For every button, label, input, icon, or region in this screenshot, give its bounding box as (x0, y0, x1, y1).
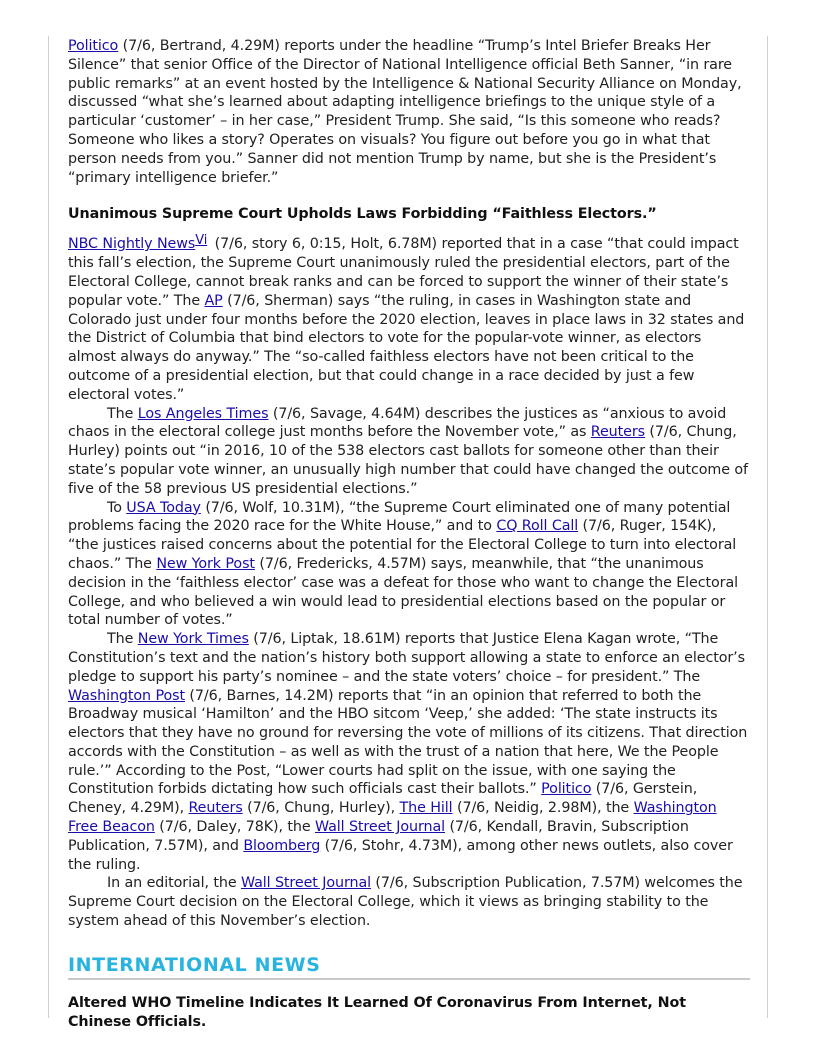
paragraph-nyt (68, 630, 750, 874)
paragraph-text: The (107, 405, 138, 422)
link-politico[interactable]: Politico (68, 38, 119, 54)
paragraph-la-times (68, 405, 750, 499)
link-ap[interactable]: AP (204, 292, 223, 309)
video-indicator-link[interactable]: Vi (195, 233, 208, 249)
paragraph-text: To (107, 499, 127, 516)
paragraph-text: (7/6, Chung, Hurley) points out “in 2016, 10 of the 538 electors cast ballots for someone other than their state’s popular vote winner, an unusually high number that could have changed the outcome of five of the 58 previous US presidential elections.” (68, 424, 748, 497)
right-margin-rule (767, 36, 768, 1018)
link-washington-free-beacon[interactable]: Washington Free Beacon (68, 800, 717, 836)
paragraph-text: (7/6, Neidig, 2.98M), the (452, 800, 634, 817)
link-washington-post[interactable]: Washington Post (68, 687, 185, 704)
paragraph-wsj-editorial (68, 874, 750, 930)
link-reuters[interactable]: Reuters (590, 424, 645, 441)
link-nbc-nightly-news[interactable]: NBC Nightly News (68, 236, 196, 253)
link-wall-street-journal[interactable]: Wall Street Journal (314, 819, 445, 836)
paragraph-politico-briefer (68, 37, 750, 187)
link-wall-street-journal-2[interactable]: Wall Street Journal (240, 875, 371, 892)
paragraph-text: (7/6, story 6, 0:15, Holt, 6.78M) reported that in a case “that could impact this fall’s election, the Supreme Court unanimously ruled the presidential electors, part of the Electoral College, cannot break ranks and can be forced to support the winner of their state’s popular vote.” The (68, 236, 739, 309)
paragraph-text: (7/6, Ruger, 154K), “the justices raised concerns about the potential for the Electoral College to turn into electoral chaos.” The (68, 518, 737, 572)
section-title-international-news: INTERNATIONAL NEWS (68, 953, 750, 980)
link-bloomberg[interactable]: Bloomberg (243, 837, 321, 854)
paragraph-text: (7/6, Sherman) says “the ruling, in cases in Washington state and Colorado just under four months before the 2020 election, leaves in place laws in 32 states and the District of Columbia that bind electors to vote for the popular-vote winner, as electors almost always do anyway.” The “so-called faithless electors have not been critical to the outcome of a presidential election, but that could change in a race decided by just a few electoral votes.” (68, 292, 745, 403)
link-los-angeles-times[interactable]: Los Angeles Times (137, 405, 269, 422)
paragraph-text: (7/6, Stohr, 4.73M), among other news outlets, also cover the ruling. (68, 837, 733, 873)
paragraph-text: (7/6, Wolf, 10.31M), “the Supreme Court eliminated one of many potential problems facing the 2020 race for the White House,” and to (68, 499, 731, 535)
paragraph-text: (7/6, Fredericks, 4.57M) says, meanwhile, that “the unanimous decision in the ‘faithless elector’ case was a defeat for those who want to change the Electoral College, and who believed a win would lead to presidential elections based on the popular or total number of votes.” (68, 555, 738, 629)
headline-who-timeline: Altered WHO Timeline Indicates It Learned Of Coronavirus From Internet, Not Chinese Officials. (68, 994, 686, 1030)
paragraph-text: (7/6, Liptak, 18.61M) reports that Justice Elena Kagan wrote, “The Constitution’s text and the nation’s history both support allowing a state to enforce an elector’s pledge to support his party’s nominee – and the state voters’ choice – for president.” The (68, 631, 745, 685)
paragraph-usa-today (68, 499, 750, 631)
paragraph-text: (7/6, Gerstein, Cheney, 4.29M), (68, 781, 698, 817)
paragraph-text: (7/6, Subscription Publication, 7.57M) welcomes the Supreme Court decision on the Electoral College, which it views as bringing stability to the system ahead of this November’s election. (68, 875, 743, 930)
link-politico-2[interactable]: Politico (541, 781, 592, 798)
paragraph-text: (7/6, Bertrand, 4.29M) reports under the headline “Trump’s Intel Briefer Breaks Her Silence” that senior Office of the Director of National Intelligence official Beth Sanner, “in rare public remarks” at an event hosted by the Intelligence & National Security Alliance on Monday, discussed “what she’s learned about adapting intelligence briefings to the unique style of a particular ‘customer’ – in her case,” President Trump. She said, “Is this someone who reads? Someone who likes a story? Operates on visuals? You figure out before you go in what that person needs from you.” Sanner did not mention Trump by name, but she is the President’s “primary intelligence briefer.” (68, 38, 742, 186)
document-body (68, 37, 750, 1032)
paragraph-text: In an editorial, the (107, 875, 241, 892)
paragraph-text: (7/6, Kendall, Bravin, Subscription Publication, 7.57M), and (68, 819, 689, 854)
paragraph-text: (7/6, Savage, 4.64M) describes the justices as “anxious to avoid chaos in the electoral college just months before the November vote,” as (68, 405, 727, 441)
paragraph-text: (7/6, Daley, 78K), the (154, 819, 315, 836)
link-the-hill[interactable]: The Hill (399, 800, 453, 817)
paragraph-text: (7/6, Barnes, 14.2M) reports that “in an opinion that referred to both the Broadway musical ‘Hamilton’ and the HBO sitcom ‘Veep,’ she added: ‘The state instructs its electors that they have no ground for reversing the vote of millions of its citizens. That direction accords with the Constitution – as well as with the trust of a nation that here, We the People rule.’” According to the Post, “Lower courts had split on the issue, with one saying the Constitution forbids dictating how such officials cast their ballots.” (68, 687, 748, 798)
link-new-york-post[interactable]: New York Post (156, 555, 255, 572)
headline-faithless-electors: Unanimous Supreme Court Upholds Laws Forbidding “Faithless Electors.” (68, 206, 657, 223)
paragraph-text: (7/6, Chung, Hurley), (242, 800, 400, 817)
left-margin-rule (48, 36, 49, 1018)
paragraph-text: The (107, 631, 138, 648)
link-cq-roll-call[interactable]: CQ Roll Call (496, 518, 579, 535)
link-reuters-2[interactable]: Reuters (188, 800, 243, 817)
link-new-york-times[interactable]: New York Times (137, 631, 249, 648)
paragraph-nbc (68, 232, 750, 404)
link-usa-today[interactable]: USA Today (126, 499, 201, 516)
